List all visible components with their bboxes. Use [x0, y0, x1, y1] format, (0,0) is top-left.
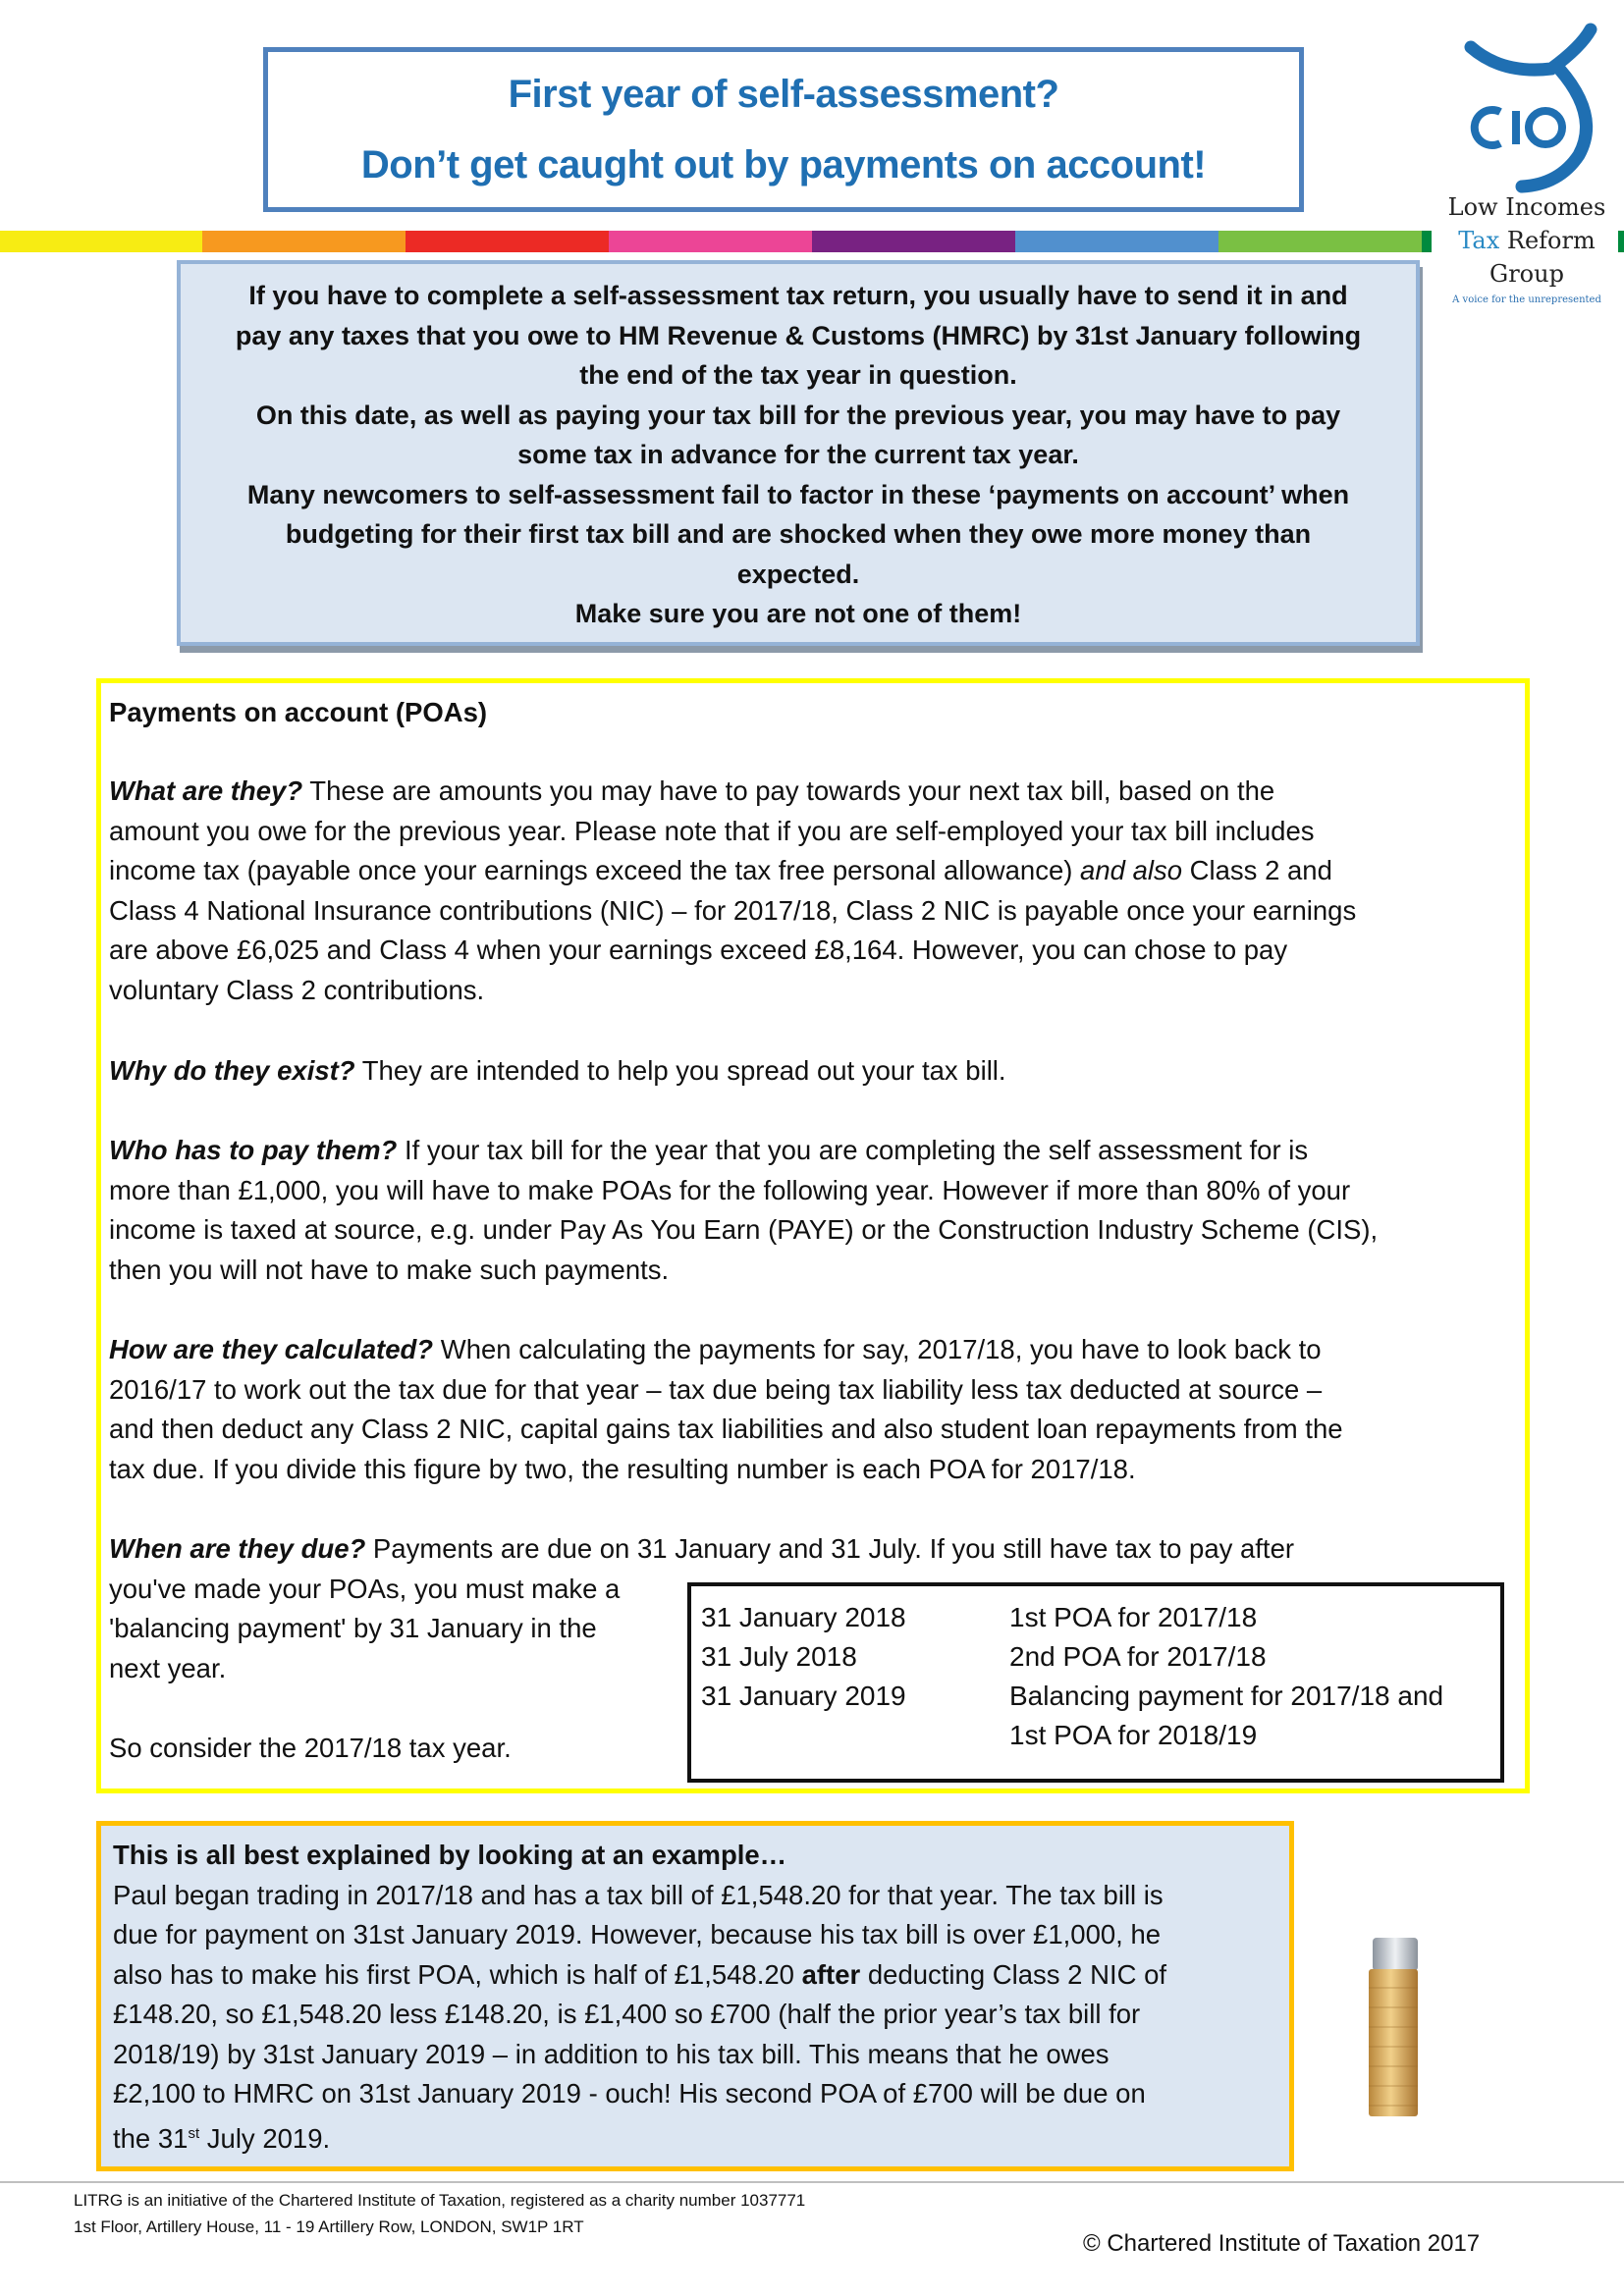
colour-bar — [0, 231, 1432, 252]
example-heading: This is all best explained by looking at an example… — [113, 1840, 787, 1870]
schedule-row: 31 January 2018 1st POA for 2017/18 — [701, 1602, 1258, 1632]
intro-line: Many newcomers to self-assessment fail to factor in these ‘payments on account’ when — [246, 479, 1350, 509]
cio-owl-icon — [1443, 18, 1610, 194]
footer-charity: LITRG is an initiative of the Chartered Institute of Taxation, registered as a charity number 1037771 — [74, 2191, 806, 2210]
schedule-row: 31 January 2019 Balancing payment for 2017/18 and — [701, 1681, 1444, 1711]
who-has-to-pay: Who has to pay them? If your tax bill for the year that you are completing the self assessment for is more than £1,000, you will have to make POAs for the following year. However if more than 80% of your income is taxed at source, e.g. under Pay As You Earn (PAYE) or the Construction Industry Scheme (CIS), then you will not have to make such payments. — [109, 1135, 1379, 1285]
example-line: £2,100 to HMRC on 31st January 2019 - ouch! His second POA of £700 will be due on — [113, 2078, 1146, 2109]
schedule-row: 1st POA for 2018/19 — [1009, 1720, 1258, 1750]
logo-name-line2: Tax Reform — [1458, 227, 1596, 254]
example-line: Paul began trading in 2017/18 and has a tax bill of £1,548.20 for that year. The tax bill is — [113, 1879, 1164, 1910]
footer-divider — [0, 2181, 1624, 2183]
poa-heading: Payments on account (POAs) — [109, 697, 488, 727]
title-box — [263, 47, 1304, 212]
why-do-they-exist: Why do they exist? They are intended to help you spread out your tax bill. — [109, 1055, 1006, 1086]
example-box — [96, 1821, 1294, 2171]
colour-bar-end — [1618, 231, 1624, 252]
footer-address: 1st Floor, Artillery House, 11 - 19 Artillery Row, LONDON, SW1P 1RT — [74, 2217, 584, 2236]
logo-tagline: A voice for the unrepresented — [1452, 294, 1601, 305]
example-line: the 31st July 2019. — [113, 2122, 331, 2154]
logo-name-line1: Low Incomes — [1447, 193, 1606, 221]
intro-line: the end of the tax year in question. — [579, 360, 1017, 390]
when-due: When are they due? Payments are due on 31 January and 31 July. If you still have tax to pay after you've made your POAs, you must make a 'balancing payment' by 31 January in the next year. So consider the 2017/18 tax year. — [109, 1533, 1295, 1763]
example-line: 2018/19) by 31st January 2019 – in addition to his tax bill. This means that he owes — [113, 2038, 1110, 2069]
schedule-row: 31 July 2018 2nd POA for 2017/18 — [701, 1641, 1267, 1672]
logo-name-line3: Group — [1489, 260, 1564, 288]
example-line: £148.20, so £1,548.20 less £148.20, is £1,400 so £700 (half the prior year’s tax bill for — [113, 1999, 1141, 2029]
intro-line: expected. — [736, 559, 860, 589]
title-line-2: Don’t get caught out by payments on account! — [360, 143, 1207, 187]
what-are-they: What are they? These are amounts you may have to pay towards your next tax bill, based on the amount you owe for the previous year. Please note that if you are self-employed your tax bill includes income tax (payable once your earnings exceed the tax free personal allowance) and also Class 2 and Class 4 National Insurance contributions (NIC) – for 2017/18, Class 2 NIC is payable once your earnings are above £6,025 and Class 4 when your earnings exceed £8,164. However, you can chose to pay voluntary Class 2 contributions. — [109, 775, 1357, 1005]
intro-line: some tax in advance for the current tax year. — [517, 440, 1079, 469]
intro-line: On this date, as well as paying your tax bill for the previous year, you may have to pay — [255, 400, 1341, 430]
title-line-1: First year of self-assessment? — [508, 73, 1059, 116]
intro-box — [177, 260, 1420, 646]
litrg-logo — [1443, 18, 1620, 312]
payment-schedule-table — [687, 1582, 1504, 1783]
example-line: due for payment on 31st January 2019. However, because his tax bill is over £1,000, he — [113, 1919, 1162, 1949]
example-line: also has to make his first POA, which is half of £1,548.20 after deducting Class 2 NIC of — [113, 1958, 1167, 1990]
intro-line: If you have to complete a self-assessment tax return, you usually have to send it in and — [248, 281, 1348, 310]
intro-line: budgeting for their first tax bill and are shocked when they owe more money than — [285, 519, 1312, 549]
coin-stack-icon — [1365, 1934, 1424, 2120]
footer-copyright: © Chartered Institute of Taxation 2017 — [1083, 2230, 1481, 2257]
intro-line: Make sure you are not one of them! — [574, 599, 1022, 628]
intro-line: pay any taxes that you owe to HM Revenue & Customs (HMRC) by 31st January following — [235, 320, 1362, 350]
how-calculated: How are they calculated? When calculating the payments for say, 2017/18, you have to look back to 2016/17 to work out the tax due for that year – tax due being tax liability less tax deducted at source – and then deduct any Class 2 NIC, capital gains tax liabilities and also student loan repayments from the tax due. If you divide this figure by two, the resulting number is each POA for 2017/18. — [109, 1334, 1343, 1484]
